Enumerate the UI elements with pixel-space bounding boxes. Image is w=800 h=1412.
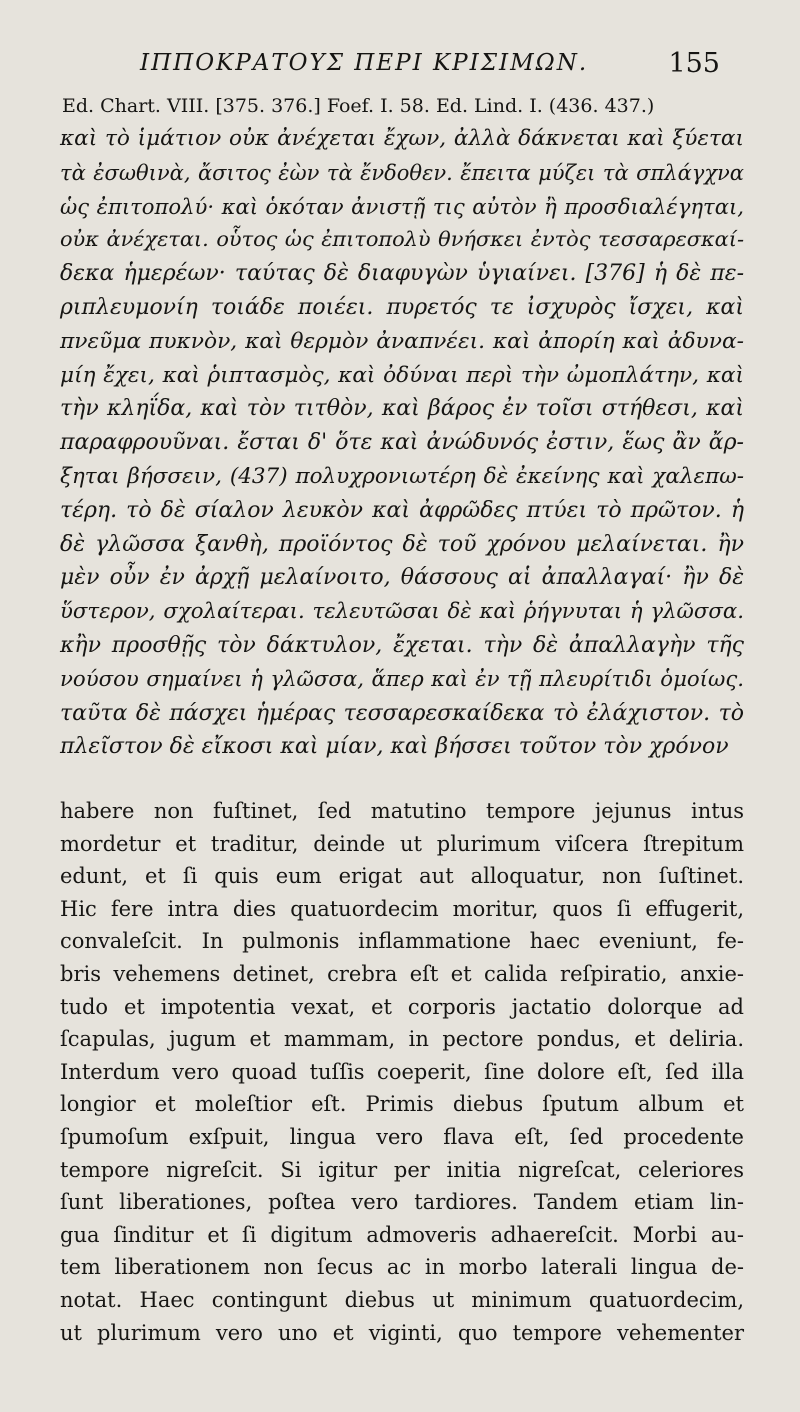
latin-line: ſunt liberationes, poſtea vero tardiores. Tandem etiam lin-: [60, 1190, 744, 1215]
latin-line: Interdum vero quoad tuſſis coeperit, ſine dolore eſt, ſed illa: [60, 1059, 744, 1084]
greek-line: παραφρουῦναι. ἔσται δ' ὅτε καὶ ἀνώδυνός ἐστιν, ἕως ἂν ἄρ-: [60, 430, 744, 456]
latin-line: mordetur et traditur, deinde ut plurimum viſcera ſtrepitum: [60, 831, 744, 856]
greek-line: τὴν κληΐδα, καὶ τὸν τιτθὸν, καὶ βάρος ἐν τοῖσι στήθεσι, καὶ: [60, 396, 744, 422]
latin-line: tudo et impotentia vexat, et corporis jactatio dolorque ad: [60, 994, 744, 1019]
greek-text-block: [60, 122, 744, 764]
greek-line: τὰ ἐσωθινὰ, ἄσιτος ἐὼν τὰ ἔνδοθεν. ἔπειτα μύζει τὰ σπλάγχνα: [60, 159, 744, 185]
latin-line: habere non fuſtinet, ſed matutino tempore jejunus intus: [60, 799, 744, 823]
latin-line: gua ſinditur et ſi digitum admoveris adhaereſcit. Morbi au-: [60, 1222, 744, 1247]
greek-line: καὶ τὸ ἱμάτιον οὐκ ἀνέχεται ἔχων, ἀλλὰ δάκνεται καὶ ξύεται: [60, 126, 744, 151]
latin-line: ut plurimum vero uno et viginti, quo tempore vehementer: [60, 1320, 744, 1345]
greek-line: νούσου σημαίνει ἡ γλῶσσα, ἅπερ καὶ ἐν τῇ πλευρίτιδι ὁμοίως.: [60, 666, 744, 692]
latin-line: tem liberationem non ſecus ac in morbo laterali lingua de-: [60, 1255, 744, 1280]
running-head: [140, 44, 720, 84]
greek-line: οὐκ ἀνέχεται. οὗτος ὡς ἐπιτοπολὺ θνήσκει ἐντὸς τεσσαρεσκαί-: [60, 227, 744, 252]
greek-line: τέρη. τὸ δὲ σίαλον λευκὸν καὶ ἀφρῶδες πτύει τὸ πρῶτον. ἡ: [60, 497, 744, 523]
greek-line: ταῦτα δὲ πάσχει ἡμέρας τεσσαρεσκαίδεκα τὸ ἐλάχιστον. τὸ: [60, 700, 744, 726]
latin-text-block: [60, 795, 744, 1349]
latin-line: bris vehemens detinet, crebra eſt et calida reſpiratio, anxie-: [60, 961, 744, 986]
page-number: 155: [668, 48, 720, 79]
latin-line: edunt, et ſi quis eum erigat aut alloquatur, non ſuſtinet.: [60, 864, 744, 889]
latin-line: ſcapulas, jugum et mammam, in pectore pondus, et deliria.: [60, 1027, 744, 1052]
greek-line: μὲν οὖν ἐν ἀρχῇ μελαίνοιτο, θάσσους αἱ ἀπαλλαγαί· ἢν δὲ: [60, 565, 744, 591]
latin-line: notat. Haec contingunt diebus ut minimum quatuordecim,: [60, 1287, 744, 1312]
latin-line: convaleſcit. In pulmonis inflammatione haec eveniunt, fe-: [60, 929, 744, 954]
latin-line: ſpumoſum exſpuit, lingua vero flava eſt, ſed procedente: [60, 1124, 744, 1149]
greek-line: ὕστερον, σχολαίτεραι. τελευτῶσαι δὲ καὶ ῥήγνυται ἡ γλῶσσα.: [60, 599, 744, 625]
greek-line: κἢν προσθῇς τὸν δάκτυλον, ἔχεται. τὴν δὲ ἀπαλλαγὴν τῆς: [60, 632, 744, 658]
latin-line: longior et moleſtior eſt. Primis diebus ſputum album et: [60, 1092, 744, 1117]
greek-line: ριπλευμονίη τοιάδε ποιέει. πυρετός τε ἰσχυρὸς ἴσχει, καὶ: [60, 294, 744, 320]
running-head-title: ΙΠΠΟΚΡΑΤΟΥΣ ΠΕΡΙ ΚΡΙΣΙΜΩΝ.: [140, 50, 589, 76]
greek-line: πλεῖστον δὲ εἴκοσι καὶ μίαν, καὶ βήσσει τοῦτον τὸν χρόνον: [60, 734, 729, 760]
edition-references: Ed. Chart. VIII. [375. 376.] Foef. I. 58. Ed. Lind. I. (436. 437.): [62, 95, 655, 117]
greek-line: ξηται βήσσειν, (437) πολυχρονιωτέρη δὲ ἐκείνης καὶ χαλεπω-: [60, 463, 744, 489]
greek-line: δεκα ἡμερέων· ταύτας δὲ διαφυγὼν ὑγιαίνει. [376] ἡ δὲ πε-: [60, 261, 744, 287]
latin-line: Hic fere intra dies quatuordecim moritur, quos ſi effugerit,: [60, 896, 744, 921]
greek-line: μίη ἔχει, καὶ ῥιπτασμὸς, καὶ ὀδύναι περὶ τὴν ὠμοπλάτην, καὶ: [60, 362, 744, 388]
greek-line: ὡς ἐπιτοπολύ· καὶ ὁκόταν ἀνιστῇ τις αὐτὸν ἢ προσδιαλέγηται,: [60, 193, 744, 219]
greek-line: δὲ γλῶσσα ξανθὴ, προϊόντος δὲ τοῦ χρόνου μελαίνεται. ἢν: [60, 531, 744, 557]
latin-line: tempore nigreſcit. Si igitur per initia nigreſcat, celeriores: [60, 1157, 744, 1182]
greek-line: πνεῦμα πυκνὸν, καὶ θερμὸν ἀναπνέει. καὶ ἀπορίη καὶ ἀδυνα-: [60, 328, 744, 354]
